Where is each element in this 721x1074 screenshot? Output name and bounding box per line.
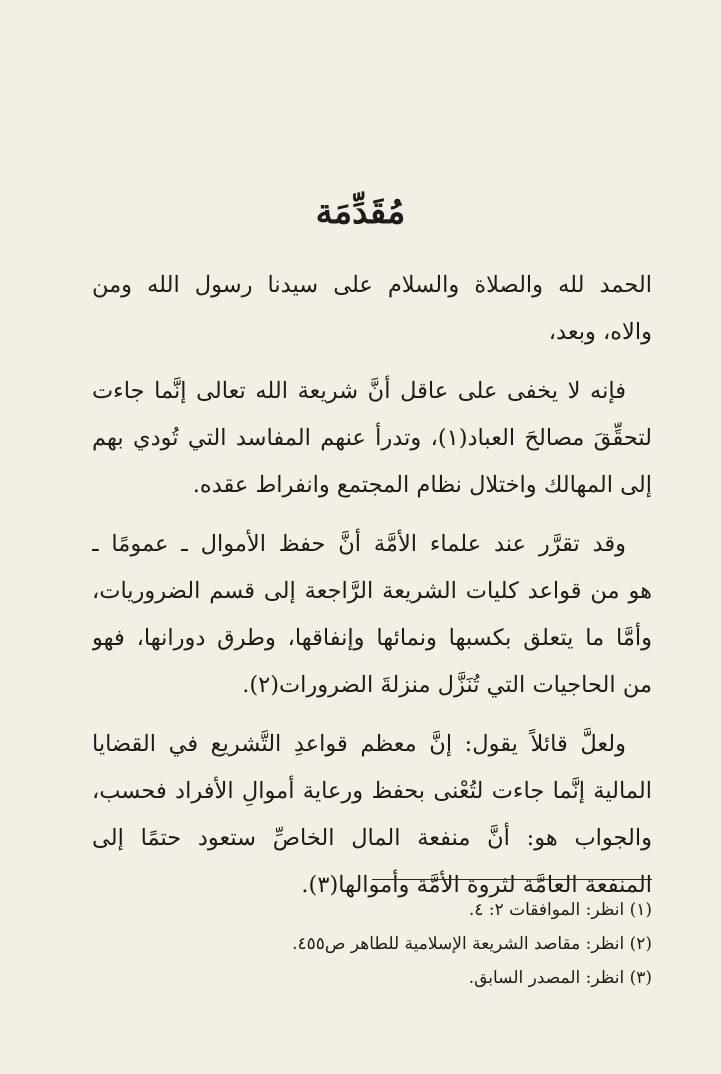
paragraph — [92, 721, 652, 909]
text-line: والجواب هو: أنَّ منفعة المال الخاصِّ ستعود حتمًا إلى — [92, 825, 652, 851]
footnote: (١) انظر: الموافقات ٢: ٤. — [468, 900, 652, 920]
footnote: (٣) انظر: المصدر السابق. — [468, 968, 652, 988]
text-line: وأمَّا ما يتعلق بكسبها ونمائها وإنفاقها، وطرق دورانها، فهو — [92, 625, 652, 651]
text-line: هو من قواعد كليات الشريعة الرَّاجعة إلى قسم الضروريات، — [92, 578, 652, 604]
text-line: من الحاجيات التي تُنَزَّل منزلةَ الضرورات(٢). — [242, 672, 652, 698]
text-line: المنفعة العامَّة لثروة الأمَّة وأموالها(٣). — [301, 872, 652, 898]
text-line: الحمد لله والصلاة والسلام على سيدنا رسول الله ومن — [92, 272, 652, 298]
body-text — [92, 262, 652, 909]
paragraph — [92, 368, 652, 509]
page-heading: مُقَدِّمَة — [315, 192, 406, 232]
text-line: وقد تقرَّر عند علماء الأمَّة أنَّ حفظ الأموال ـ عمومًا ـ — [92, 531, 626, 557]
text-line: ولعلَّ قائلاً يقول: إنَّ معظم قواعدِ التَّشريع في القضايا — [92, 731, 626, 757]
text-line: والاه، وبعد، — [548, 319, 652, 345]
footnote-divider — [372, 879, 652, 880]
paragraph — [92, 262, 652, 356]
footnotes — [92, 893, 652, 995]
footnote: (٢) انظر: مقاصد الشريعة الإسلامية للطاهر ص٤٥٥. — [292, 934, 652, 954]
text-line: المالية إنَّما جاءت لتُعْنى بحفظ ورعاية أموالِ الأفراد فحسب، — [92, 778, 652, 804]
text-line: إلى المهالك واختلال نظام المجتمع وانفراط عقده. — [192, 472, 652, 498]
text-line: لتحقِّقَ مصالحَ العباد(١)، وتدرأ عنهم المفاسد التي تُودي بهم — [92, 425, 652, 451]
paragraph — [92, 521, 652, 709]
text-line: فإنه لا يخفى على عاقل أنَّ شريعة الله تعالى إنَّما جاءت — [92, 378, 626, 404]
